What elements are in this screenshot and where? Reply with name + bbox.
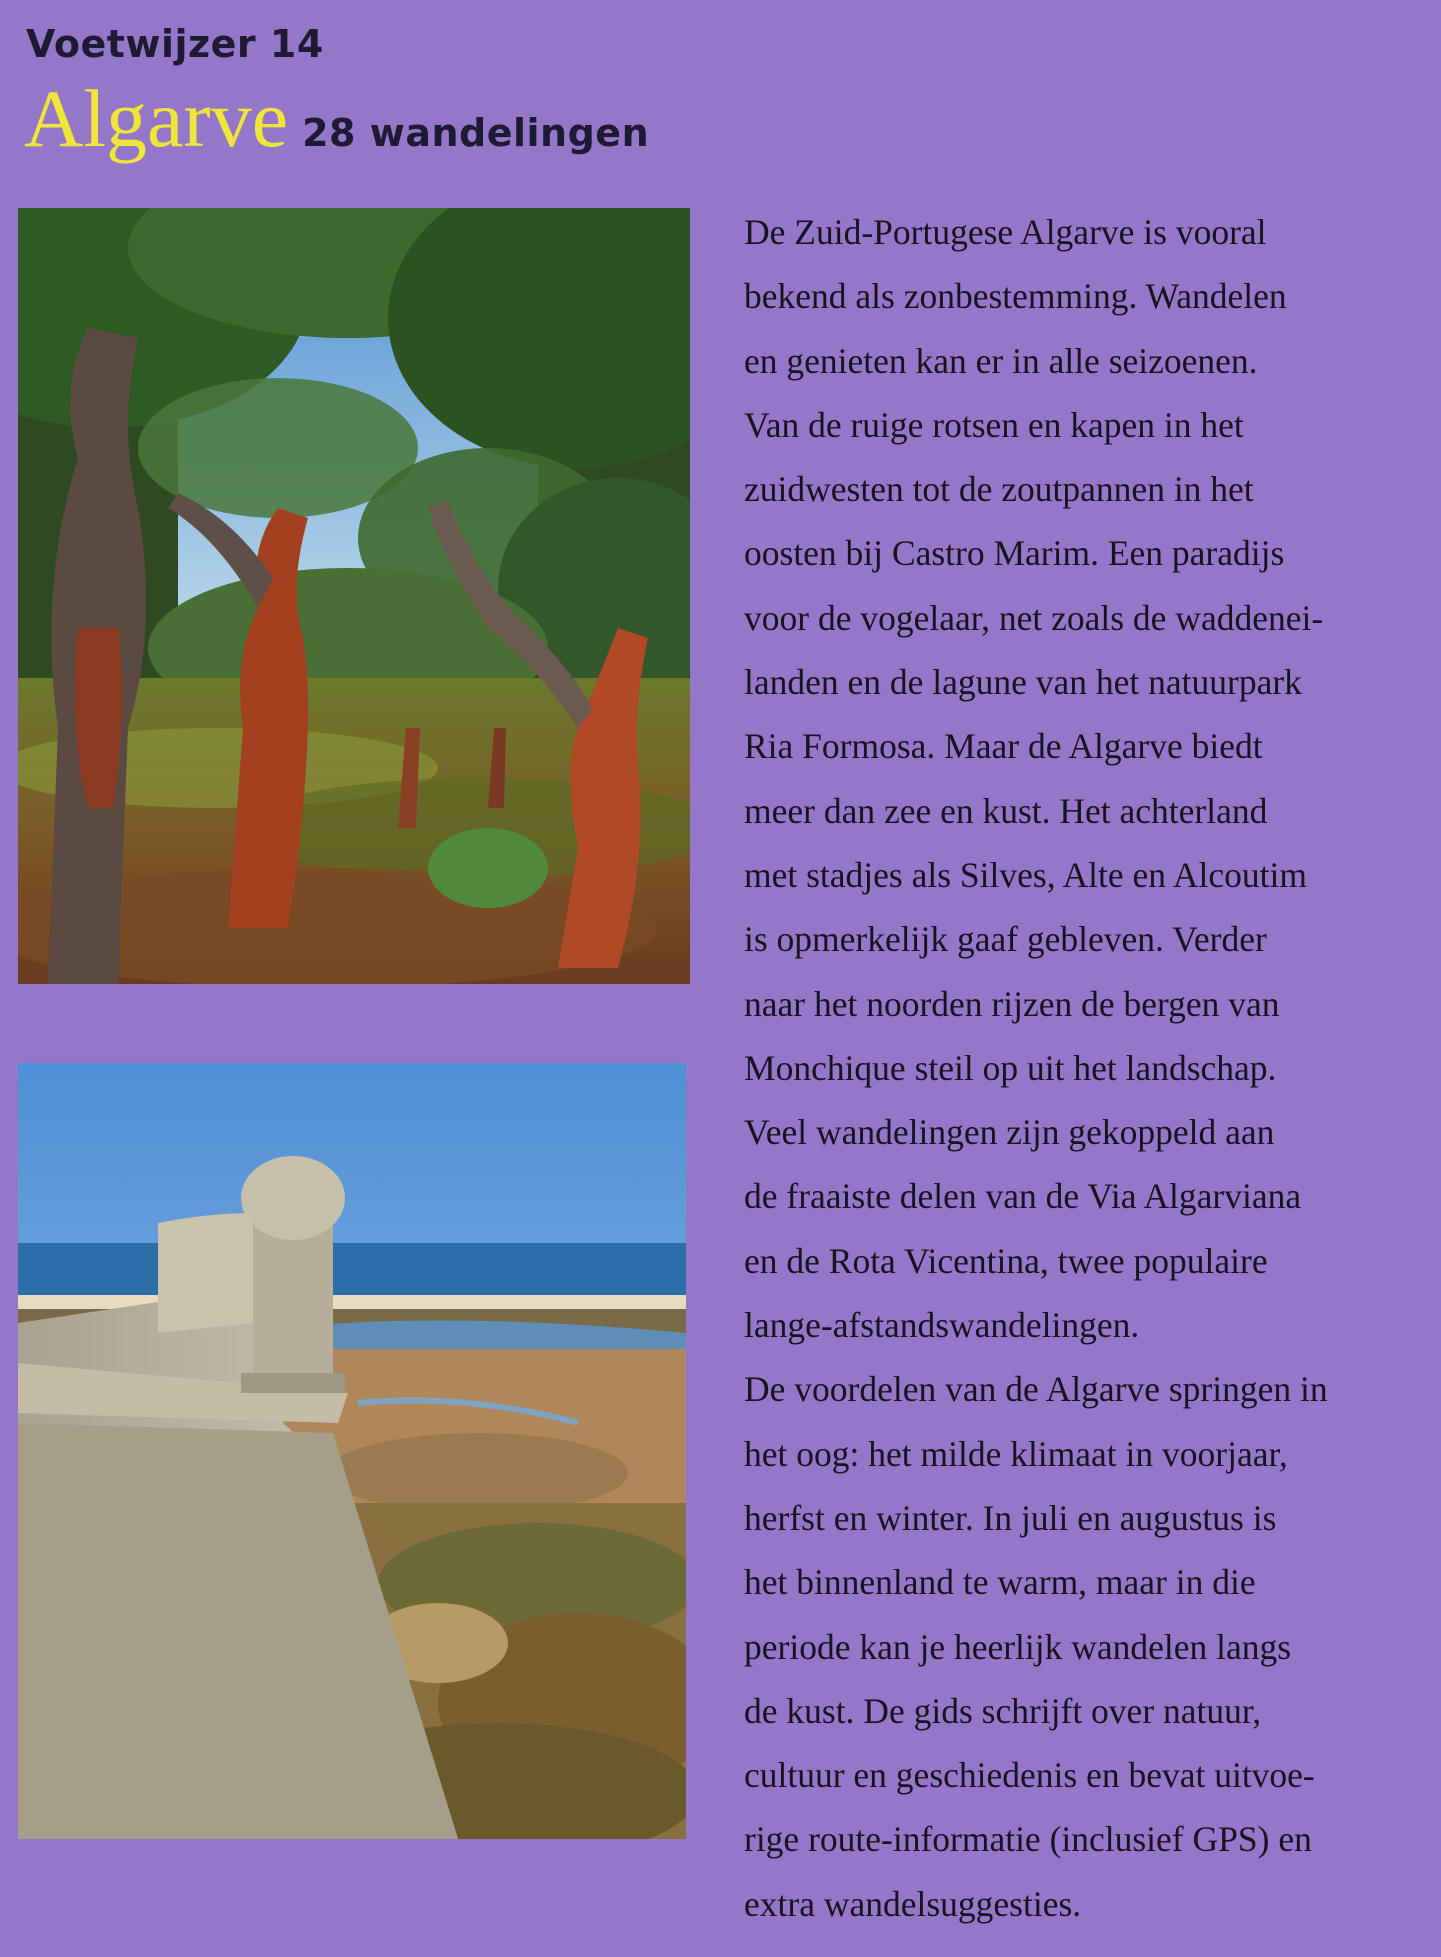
cork-oak-forest-image — [18, 208, 690, 984]
page-title: Algarve — [24, 73, 289, 164]
text-line: periode kan je heerlijk wandelen langs — [744, 1626, 1292, 1667]
text-line: zuidwesten tot de zoutpannen in het — [744, 469, 1254, 510]
intro-paragraph — [744, 200, 1424, 1936]
text-line: het oog: het milde klimaat in voorjaar, — [744, 1433, 1288, 1474]
text-line: De voordelen van de Algarve springen in — [744, 1369, 1328, 1410]
text-line: naar het noorden rijzen de bergen van — [744, 983, 1280, 1024]
text-line: meer dan zee en kust. Het achterland — [744, 790, 1268, 831]
text-line: landen en de lagune van het natuurpark — [744, 662, 1302, 703]
text-line: herfst en winter. In juli en augustus is — [744, 1497, 1277, 1538]
text-line: extra wandelsuggesties. — [744, 1883, 1082, 1924]
text-line: Veel wandelingen zijn gekoppeld aan — [744, 1112, 1275, 1153]
text-line: voor de vogelaar, net zoals de waddenei- — [744, 597, 1324, 638]
text-line: lange-afstandswandelingen. — [744, 1305, 1140, 1346]
coastal-fort-photo — [18, 1063, 686, 1839]
cork-oak-forest-photo — [18, 208, 690, 984]
text-line: Ria Formosa. Maar de Algarve biedt — [744, 726, 1263, 767]
series-label: Voetwijzer 14 — [26, 22, 324, 66]
text-line: De Zuid-Portugese Algarve is vooral — [744, 212, 1267, 252]
title-row — [24, 73, 650, 164]
text-line: met stadjes als Silves, Alte en Alcoutim — [744, 854, 1308, 895]
page-subtitle: 28 wandelingen — [302, 111, 650, 155]
text-line: de kust. De gids schrijft over natuur, — [744, 1690, 1262, 1731]
text-line: en de Rota Vicentina, twee populaire — [744, 1240, 1268, 1281]
text-line: en genieten kan er in alle seizoenen. — [744, 340, 1258, 381]
text-line: het binnenland te warm, maar in die — [744, 1562, 1256, 1603]
text-line: Monchique steil op uit het landschap. — [744, 1047, 1277, 1088]
text-line: bekend als zonbestemming. Wandelen — [744, 276, 1287, 317]
text-line: is opmerkelijk gaaf gebleven. Verder — [744, 919, 1267, 960]
text-line: de fraaiste delen van de Via Algarviana — [744, 1176, 1302, 1217]
text-line: Van de ruige rotsen en kapen in het — [744, 404, 1244, 445]
coastal-fort-image — [18, 1063, 686, 1839]
text-line: oosten bij Castro Marim. Een paradijs — [744, 533, 1285, 574]
text-line: cultuur en geschiedenis en bevat uitvoe- — [744, 1755, 1315, 1796]
text-line: rige route-informatie (inclusief GPS) en — [744, 1819, 1312, 1860]
